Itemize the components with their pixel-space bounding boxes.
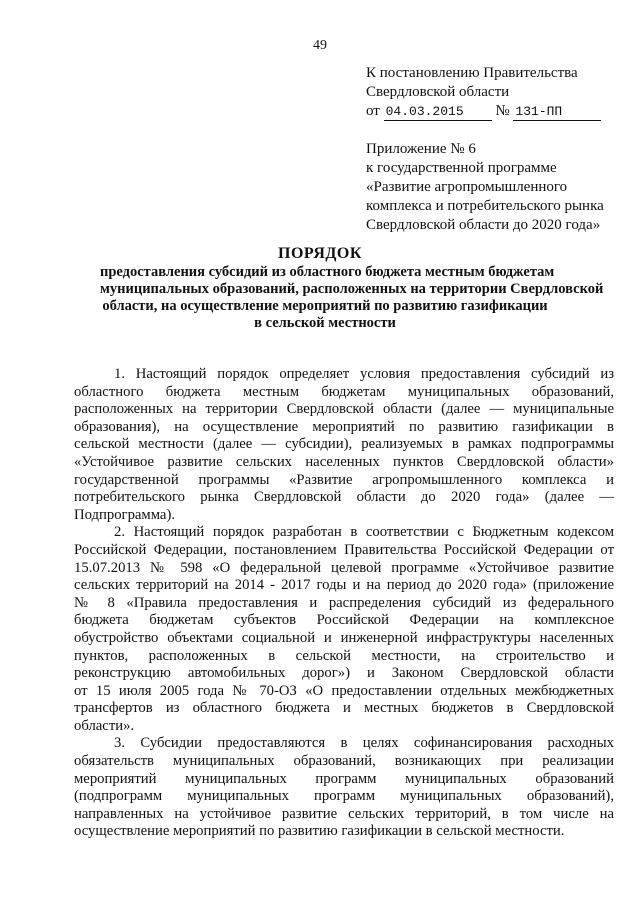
- paragraph-line: № 8 «Правила предоставления и распределения субсидий из федерального: [74, 594, 614, 611]
- paragraph-line: расположенных на территории Свердловской области (далее — муниципальные: [74, 401, 614, 418]
- page-number: 49: [313, 38, 327, 53]
- paragraph-line: пунктов, расположенных в сельской местности, на строительство и: [74, 647, 614, 664]
- paragraph-line: 15.07.2013 № 598 «О федеральной целевой программе «Устойчивое развитие: [74, 559, 614, 576]
- subtitle-line: области, на осуществление мероприятий по развитию газификации: [102, 298, 548, 314]
- paragraph-line: осуществление мероприятий по развитию газификации в сельской местности.: [74, 823, 565, 840]
- paragraph-line: сельских территорий на 2014 - 2017 годы и на период до 2020 года» (приложение: [74, 577, 614, 594]
- subtitle-line: предоставления субсидий из областного бюджета местным бюджетам: [100, 264, 555, 280]
- resolution-date-line: [366, 102, 626, 121]
- paragraph-line: обязательств муниципальных образований, возникающих при реализации: [74, 753, 614, 770]
- paragraph-line: реконструкцию автомобильных дорог») и Законом Свердловской области: [74, 665, 614, 682]
- paragraph-3: [74, 735, 614, 841]
- document-subtitle: [100, 264, 604, 332]
- paragraph-line: области».: [74, 717, 135, 734]
- paragraph-line: Российской Федерации, постановлением Правительства Российской Федерации от: [74, 541, 614, 558]
- paragraph-line: 1. Настоящий порядок определяет условия предоставления субсидий из: [114, 366, 614, 382]
- paragraph-line: мероприятий муниципальных программ муниципальных образований: [74, 770, 614, 787]
- paragraph-line: «Устойчивое развитие сельских населенных пунктов Свердловской области»: [74, 453, 614, 470]
- subtitle-line: муниципальных образований, расположенных на территории Свердловской: [100, 281, 604, 297]
- paragraph-line: бюджета бюджетам субъектов Российской Федерации на комплексное: [74, 612, 614, 629]
- paragraph-line: от 15 июля 2005 года № 70-ОЗ «О предоставлении отдельных межбюджетных: [74, 682, 614, 699]
- paragraph-line: 2. Настоящий порядок разработан в соответствии с Бюджетным кодексом: [114, 524, 614, 541]
- number-prefix: №: [495, 103, 510, 119]
- paragraph-line: обустройство объектами социальной и инженерной инфраструктуры населенных: [74, 629, 614, 646]
- resolution-reference: [366, 64, 626, 121]
- appendix-line: Свердловской области до 2020 года»: [366, 217, 601, 233]
- resolution-date: 04.03.2015: [384, 104, 492, 121]
- paragraph-line: областного бюджета местным бюджетам муниципальных образований,: [74, 383, 614, 400]
- paragraph-1: [74, 366, 614, 524]
- resolution-line-1: К постановлению Правительства: [366, 65, 578, 81]
- paragraph-2: [74, 524, 614, 735]
- subtitle-line: в сельской местности: [254, 315, 396, 331]
- paragraph-line: сельской местности (далее — субсидии), реализуемых в рамках подпрограммы: [74, 436, 614, 453]
- paragraph-line: трансфертов из областного бюджета и местных бюджетов в Свердловской: [74, 700, 614, 717]
- appendix-reference: [366, 140, 626, 235]
- paragraph-line: потребительского рынка Свердловской области до 2020 года» (далее —: [74, 489, 614, 506]
- paragraph-line: образования), на осуществление мероприятий по развитию газификации в: [74, 418, 614, 435]
- appendix-line: комплекса и потребительского рынка: [366, 198, 604, 214]
- date-prefix: от: [366, 103, 380, 119]
- document-body: [74, 366, 614, 841]
- paragraph-line: 3. Субсидии предоставляются в целях софинансирования расходных: [114, 735, 614, 752]
- resolution-number: 131-ПП: [513, 104, 601, 121]
- paragraph-line: государственной программы «Развитие агропромышленного комплекса и: [74, 471, 614, 488]
- paragraph-line: (подпрограмм муниципальных программ муниципальных образований),: [74, 788, 614, 805]
- resolution-line-2: Свердловской области: [366, 84, 510, 100]
- appendix-line: к государственной программе: [366, 160, 557, 176]
- paragraph-line: Подпрограмма).: [74, 506, 176, 523]
- document-title: ПОРЯДОК: [278, 245, 362, 262]
- appendix-line: «Развитие агропромышленного: [366, 179, 568, 195]
- paragraph-line: направленных на устойчивое развитие сельских территорий, в том числе на: [74, 805, 614, 822]
- appendix-line: Приложение № 6: [366, 141, 476, 157]
